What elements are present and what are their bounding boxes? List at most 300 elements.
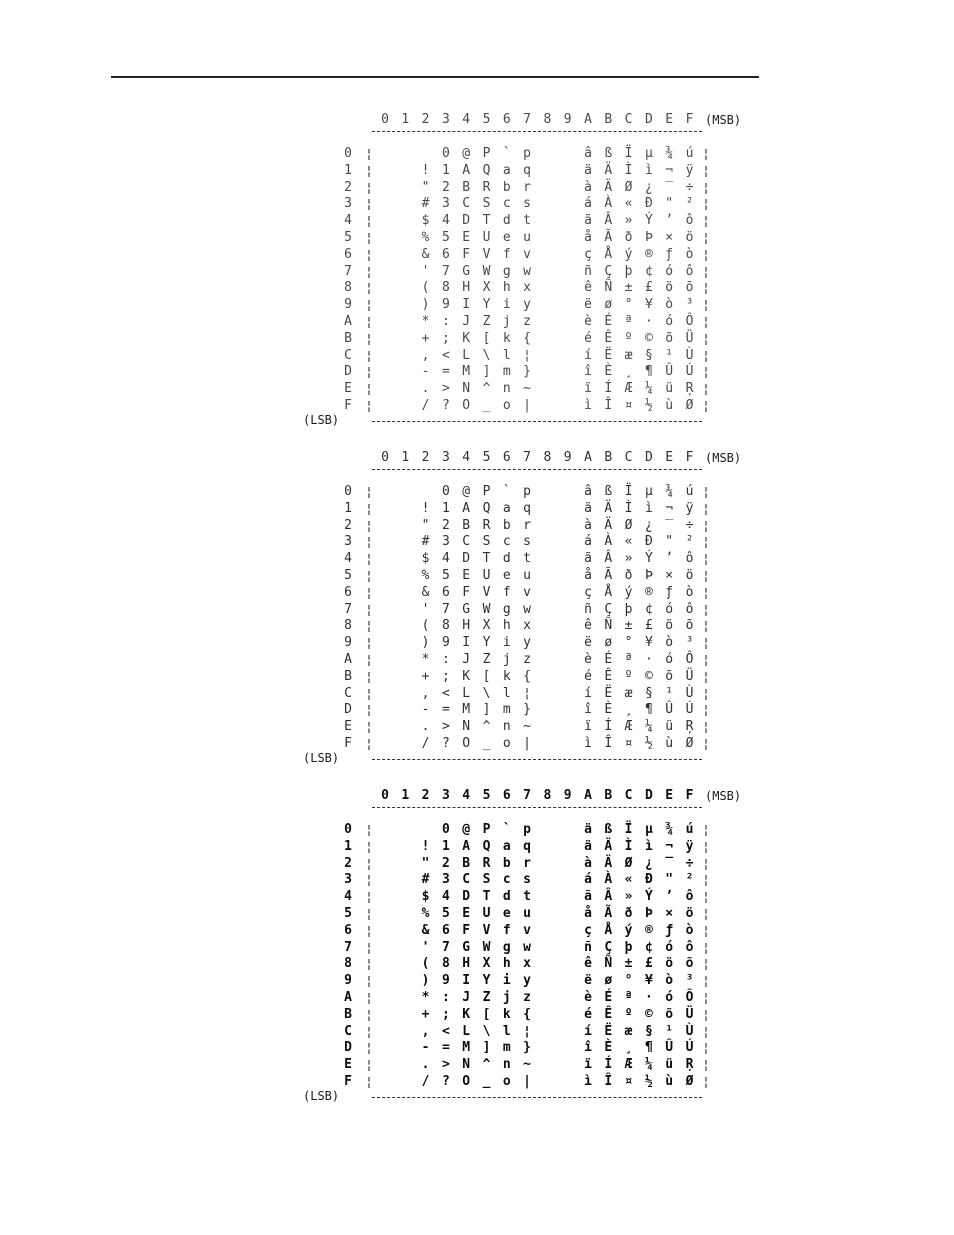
char-cell: é bbox=[584, 330, 592, 346]
row-bar-right: ¦ bbox=[702, 298, 710, 313]
char-cell: 1 bbox=[441, 162, 450, 178]
char-cell: º bbox=[624, 1006, 633, 1022]
lsb-row-label: 7 bbox=[344, 939, 352, 955]
msb-header-digit: 7 bbox=[523, 112, 531, 127]
char-cell: ' bbox=[421, 263, 430, 279]
char-cell: Ï bbox=[624, 484, 633, 499]
lsb-row-label: 1 bbox=[344, 500, 352, 516]
char-cell: Z bbox=[482, 990, 491, 1005]
msb-header-digit: 8 bbox=[543, 788, 552, 803]
char-cell: ~ bbox=[523, 1057, 531, 1073]
row-bar-left: ¦ bbox=[365, 686, 373, 701]
char-cell: o bbox=[502, 398, 511, 413]
char-cell: ì bbox=[644, 500, 653, 516]
char-cell: Ý bbox=[644, 213, 653, 229]
char-cell: ë bbox=[584, 297, 592, 313]
char-cell: Ý bbox=[644, 889, 653, 905]
char-cell: f bbox=[502, 584, 511, 600]
char-cell: ) bbox=[421, 297, 430, 313]
row-bar-right: ¦ bbox=[702, 247, 710, 262]
char-cell: S bbox=[482, 534, 491, 550]
char-cell: U bbox=[482, 906, 491, 921]
char-cell: Â bbox=[604, 889, 613, 905]
char-cell: ` bbox=[502, 146, 511, 161]
row-bar-right: ¦ bbox=[702, 264, 710, 279]
row-bar-right: ¦ bbox=[702, 703, 710, 718]
char-cell: Ä bbox=[604, 517, 613, 533]
char-cell: Ô bbox=[685, 990, 694, 1005]
char-cell: · bbox=[644, 314, 653, 329]
msb-header-digit: A bbox=[584, 112, 592, 127]
char-cell: T bbox=[482, 551, 491, 567]
char-cell: M bbox=[462, 1040, 471, 1056]
char-cell: / bbox=[421, 1074, 430, 1089]
row-bar-left: ¦ bbox=[365, 856, 373, 871]
char-cell: ª bbox=[624, 990, 633, 1005]
char-cell: Û bbox=[665, 1040, 674, 1056]
char-cell: F bbox=[462, 246, 471, 262]
char-cell: E bbox=[462, 906, 471, 921]
char-cell: ? bbox=[441, 398, 450, 413]
char-cell: ª bbox=[624, 652, 633, 667]
char-cell: Ì bbox=[624, 162, 633, 178]
char-cell: ð bbox=[624, 230, 633, 245]
char-cell: V bbox=[482, 584, 491, 600]
char-cell: Ô bbox=[685, 314, 694, 329]
row-bar-left: ¦ bbox=[365, 535, 373, 550]
char-cell: § bbox=[644, 1023, 653, 1039]
char-cell: t bbox=[523, 213, 531, 229]
char-cell: H bbox=[462, 956, 471, 972]
char-cell: > bbox=[441, 1057, 450, 1073]
char-cell: { bbox=[523, 668, 531, 684]
msb-header-digit: 0 bbox=[381, 450, 389, 465]
char-cell: r bbox=[523, 855, 531, 871]
char-cell: P bbox=[482, 146, 491, 161]
char-cell: Y bbox=[482, 297, 491, 313]
char-cell: £ bbox=[644, 280, 653, 296]
char-cell: u bbox=[523, 906, 531, 921]
msb-header-digit: D bbox=[644, 450, 653, 465]
char-cell: ³ bbox=[685, 297, 694, 313]
row-bar-right: ¦ bbox=[702, 485, 710, 499]
lsb-row-label: E bbox=[344, 719, 352, 735]
char-cell: ½ bbox=[644, 736, 653, 751]
char-cell: × bbox=[665, 568, 674, 583]
char-cell: ¥ bbox=[644, 635, 653, 651]
lsb-row-label: 8 bbox=[344, 956, 352, 972]
char-cell: ʼ bbox=[665, 889, 674, 905]
msb-header-digit: A bbox=[584, 788, 592, 803]
char-cell: î bbox=[584, 364, 592, 380]
char-cell: t bbox=[523, 889, 531, 905]
char-cell: w bbox=[523, 263, 531, 279]
char-cell: v bbox=[523, 584, 531, 600]
lsb-row-label: 9 bbox=[344, 297, 352, 313]
char-cell: ' bbox=[421, 939, 430, 955]
char-cell: ó bbox=[665, 939, 674, 955]
lsb-row-label: 5 bbox=[344, 568, 352, 583]
row-bar-left: ¦ bbox=[365, 974, 373, 989]
char-cell: á bbox=[584, 534, 592, 550]
char-cell: x bbox=[523, 618, 531, 634]
row-bar-left: ¦ bbox=[365, 214, 373, 229]
char-cell: ] bbox=[482, 1040, 491, 1056]
char-cell: | bbox=[523, 398, 531, 413]
lsb-row-label: A bbox=[344, 990, 352, 1005]
char-cell: e bbox=[502, 906, 511, 921]
char-cell: Ô bbox=[685, 652, 694, 667]
lsb-row-label: 6 bbox=[344, 922, 352, 938]
char-cell: h bbox=[502, 618, 511, 634]
char-cell: Ý bbox=[644, 551, 653, 567]
lsb-label: (LSB) bbox=[303, 1089, 340, 1103]
row-bar-left: ¦ bbox=[365, 1075, 373, 1089]
char-cell: é bbox=[584, 1006, 592, 1022]
char-cell: è bbox=[584, 990, 592, 1005]
char-cell: D bbox=[462, 889, 471, 905]
lsb-row-label: 4 bbox=[344, 213, 352, 229]
char-cell: G bbox=[462, 263, 471, 279]
char-cell: p bbox=[523, 484, 531, 499]
char-cell: . bbox=[421, 719, 430, 735]
char-cell: õ bbox=[685, 956, 694, 972]
char-cell: á bbox=[584, 872, 592, 888]
char-cell: ð bbox=[624, 906, 633, 921]
char-cell: º bbox=[624, 668, 633, 684]
char-cell: þ bbox=[624, 263, 633, 279]
lsb-row-label: B bbox=[344, 330, 352, 346]
char-cell: ê bbox=[584, 280, 592, 296]
lsb-row-label: 8 bbox=[344, 618, 352, 634]
lsb-row-label: 3 bbox=[344, 534, 352, 550]
char-cell: K bbox=[462, 330, 471, 346]
char-cell: ± bbox=[624, 618, 633, 634]
char-cell: S bbox=[482, 872, 491, 888]
char-cell: f bbox=[502, 922, 511, 938]
char-cell: ê bbox=[584, 618, 592, 634]
char-cell: ; bbox=[441, 330, 450, 346]
char-cell: ¦ bbox=[523, 685, 531, 701]
char-cell: G bbox=[462, 601, 471, 617]
char-cell: ì bbox=[584, 1074, 592, 1089]
char-cell: ã bbox=[584, 213, 592, 229]
row-bar-left: ¦ bbox=[365, 991, 373, 1005]
char-cell: C bbox=[462, 196, 471, 212]
character-code-table-2 bbox=[0, 448, 954, 778]
char-cell: ¢ bbox=[644, 939, 653, 955]
char-cell: Ù bbox=[685, 685, 694, 701]
char-cell: - bbox=[421, 1040, 430, 1056]
char-cell: ¹ bbox=[665, 1023, 674, 1039]
char-cell: N bbox=[462, 1057, 471, 1073]
char-cell: z bbox=[523, 652, 531, 667]
char-cell: I bbox=[462, 297, 471, 313]
char-cell: K bbox=[462, 1006, 471, 1022]
msb-header-digit: 0 bbox=[381, 788, 389, 803]
msb-header-digit: 9 bbox=[563, 112, 572, 127]
char-cell: v bbox=[523, 922, 531, 938]
lsb-row-label: 4 bbox=[344, 551, 352, 567]
char-cell: G bbox=[462, 939, 471, 955]
char-cell: ¤ bbox=[624, 398, 633, 413]
char-cell: ï bbox=[584, 719, 592, 735]
char-cell: ÷ bbox=[685, 179, 694, 195]
char-cell: E bbox=[462, 568, 471, 583]
char-cell: Ã bbox=[604, 568, 613, 583]
row-bar-right: ¦ bbox=[702, 518, 710, 533]
lsb-row-label: 2 bbox=[344, 179, 352, 195]
char-cell: ï bbox=[584, 381, 592, 397]
char-cell: ø bbox=[604, 635, 613, 651]
char-cell: ô bbox=[685, 889, 694, 905]
char-cell: ? bbox=[441, 736, 450, 751]
char-cell: ä bbox=[584, 500, 592, 516]
char-cell: m bbox=[502, 1040, 511, 1056]
char-cell: Z bbox=[482, 314, 491, 329]
row-bar-left: ¦ bbox=[365, 1058, 373, 1073]
char-cell: ¶ bbox=[644, 1040, 653, 1056]
char-cell: i bbox=[502, 973, 511, 989]
char-cell: ù bbox=[665, 398, 674, 413]
char-cell: ö bbox=[665, 618, 674, 634]
row-bar-left: ¦ bbox=[365, 839, 373, 854]
char-cell: ) bbox=[421, 635, 430, 651]
row-bar-left: ¦ bbox=[365, 298, 373, 313]
char-cell: Ë bbox=[604, 685, 613, 701]
char-cell: 5 bbox=[441, 230, 450, 245]
char-cell: é bbox=[584, 668, 592, 684]
char-cell: g bbox=[502, 263, 511, 279]
msb-header-digit: C bbox=[624, 788, 633, 803]
row-bar-left: ¦ bbox=[365, 264, 373, 279]
char-cell: ý bbox=[624, 584, 633, 600]
char-cell: ° bbox=[624, 297, 633, 313]
lsb-row-label: D bbox=[344, 364, 352, 380]
char-cell: ò bbox=[665, 297, 674, 313]
row-bar-right: ¦ bbox=[702, 619, 710, 634]
char-cell: Å bbox=[604, 922, 613, 938]
char-cell: ð bbox=[624, 568, 633, 583]
char-cell: o bbox=[502, 1074, 511, 1089]
char-cell: Ø bbox=[685, 398, 694, 413]
lsb-label: (LSB) bbox=[303, 413, 340, 427]
char-cell: ¬ bbox=[665, 162, 674, 178]
row-bar-right: ¦ bbox=[702, 602, 710, 617]
char-cell: d bbox=[502, 213, 511, 229]
row-bar-left: ¦ bbox=[365, 382, 373, 397]
char-cell: 2 bbox=[441, 517, 450, 533]
char-cell: g bbox=[502, 939, 511, 955]
char-cell: ¿ bbox=[644, 855, 653, 871]
char-cell: Ì bbox=[624, 838, 633, 854]
row-bar-right: ¦ bbox=[702, 197, 710, 212]
char-cell: n bbox=[502, 719, 511, 735]
lsb-label: (LSB) bbox=[303, 751, 340, 765]
char-cell: à bbox=[584, 855, 592, 871]
char-cell: [ bbox=[482, 668, 491, 684]
char-cell: ä bbox=[584, 822, 592, 837]
char-cell: Đ bbox=[644, 872, 653, 888]
char-cell: 5 bbox=[441, 906, 450, 921]
char-cell: õ bbox=[685, 618, 694, 634]
char-cell: © bbox=[644, 330, 653, 346]
char-cell: j bbox=[502, 990, 511, 1005]
char-cell: æ bbox=[624, 1023, 633, 1039]
char-cell: | bbox=[523, 736, 531, 751]
char-cell: ò bbox=[685, 922, 694, 938]
char-cell: 7 bbox=[441, 939, 450, 955]
char-cell: ñ bbox=[584, 939, 592, 955]
msb-header-digit: 6 bbox=[502, 450, 511, 465]
char-cell: ì bbox=[584, 398, 592, 413]
char-cell: s bbox=[523, 872, 531, 888]
char-cell: " bbox=[421, 855, 430, 871]
char-cell: ʼ bbox=[665, 551, 674, 567]
char-cell: ª bbox=[624, 314, 633, 329]
row-bar-right: ¦ bbox=[702, 535, 710, 550]
char-cell: ò bbox=[685, 584, 694, 600]
row-bar-left: ¦ bbox=[365, 197, 373, 212]
header-dashed-rule bbox=[372, 469, 702, 470]
char-cell: É bbox=[604, 314, 613, 329]
char-cell: ô bbox=[685, 601, 694, 617]
char-cell: Ñ bbox=[604, 956, 613, 972]
char-cell: ö bbox=[685, 906, 694, 921]
char-cell: ö bbox=[665, 280, 674, 296]
char-cell: í bbox=[584, 1023, 592, 1039]
char-cell: § bbox=[644, 685, 653, 701]
char-cell: ° bbox=[624, 973, 633, 989]
lsb-row-label: C bbox=[344, 685, 352, 701]
lsb-row-label: 2 bbox=[344, 855, 352, 871]
char-cell: § bbox=[644, 347, 653, 363]
char-cell: Ï bbox=[624, 822, 633, 837]
lsb-row-label: 1 bbox=[344, 162, 352, 178]
msb-header-digit: A bbox=[584, 450, 592, 465]
char-cell: l bbox=[502, 1023, 511, 1039]
char-cell: ä bbox=[584, 162, 592, 178]
char-cell: Ù bbox=[685, 1023, 694, 1039]
char-cell: _ bbox=[482, 736, 491, 751]
char-cell: ¬ bbox=[665, 500, 674, 516]
char-cell: Í bbox=[604, 381, 613, 397]
char-cell: Ë bbox=[604, 347, 613, 363]
msb-header-digit: 0 bbox=[381, 112, 389, 127]
char-cell: N bbox=[462, 719, 471, 735]
char-cell: ÿ bbox=[685, 838, 694, 854]
row-bar-left: ¦ bbox=[365, 957, 373, 972]
char-cell: ¼ bbox=[644, 719, 653, 735]
row-bar-left: ¦ bbox=[365, 180, 373, 195]
lsb-row-label: 5 bbox=[344, 906, 352, 921]
row-bar-left: ¦ bbox=[365, 940, 373, 955]
char-cell: ó bbox=[665, 314, 674, 329]
char-cell: ñ bbox=[584, 601, 592, 617]
char-cell: Ø bbox=[685, 1074, 694, 1089]
char-cell: L bbox=[462, 347, 471, 363]
char-cell: ß bbox=[604, 484, 613, 499]
char-cell: x bbox=[523, 280, 531, 296]
char-cell: ½ bbox=[644, 1074, 653, 1089]
char-cell: / bbox=[421, 398, 430, 413]
char-cell: ( bbox=[421, 618, 430, 634]
char-cell: , bbox=[421, 685, 430, 701]
char-cell: Ø bbox=[624, 855, 633, 871]
char-cell: \ bbox=[482, 685, 491, 701]
char-cell: º bbox=[624, 330, 633, 346]
lsb-row-label: E bbox=[344, 381, 352, 397]
char-cell: ' bbox=[421, 601, 430, 617]
char-cell: 4 bbox=[441, 213, 450, 229]
char-cell: ¥ bbox=[644, 297, 653, 313]
char-cell: þ bbox=[624, 939, 633, 955]
char-cell: k bbox=[502, 330, 511, 346]
msb-header-digit: 3 bbox=[441, 788, 450, 803]
lsb-row-label: B bbox=[344, 668, 352, 684]
char-cell: Í bbox=[604, 1057, 613, 1073]
row-bar-left: ¦ bbox=[365, 703, 373, 718]
char-cell: ² bbox=[685, 872, 694, 888]
char-cell: ` bbox=[502, 822, 511, 837]
row-bar-right: ¦ bbox=[702, 823, 710, 837]
char-cell: ê bbox=[584, 956, 592, 972]
char-cell: « bbox=[624, 534, 633, 550]
char-cell: ¹ bbox=[665, 685, 674, 701]
char-cell: × bbox=[665, 906, 674, 921]
char-cell: u bbox=[523, 568, 531, 583]
char-cell: : bbox=[441, 652, 450, 667]
char-cell: ! bbox=[421, 500, 430, 516]
char-cell: õ bbox=[665, 668, 674, 684]
char-cell: D bbox=[462, 551, 471, 567]
char-cell: Đ bbox=[644, 196, 653, 212]
lsb-row-label: 0 bbox=[344, 146, 352, 161]
char-cell: o bbox=[502, 736, 511, 751]
char-cell: n bbox=[502, 1057, 511, 1073]
row-bar-left: ¦ bbox=[365, 653, 373, 667]
char-cell: É bbox=[604, 990, 613, 1005]
char-cell: ò bbox=[665, 635, 674, 651]
char-cell: k bbox=[502, 668, 511, 684]
char-cell: 9 bbox=[441, 973, 450, 989]
char-cell: Þ bbox=[644, 568, 653, 583]
msb-header-digit: F bbox=[685, 112, 694, 127]
char-cell: è bbox=[584, 314, 592, 329]
char-cell: ° bbox=[624, 635, 633, 651]
char-cell: õ bbox=[665, 1006, 674, 1022]
char-cell: X bbox=[482, 618, 491, 634]
char-cell: 4 bbox=[441, 889, 450, 905]
msb-header-digit: 1 bbox=[401, 112, 410, 127]
char-cell: Ñ bbox=[604, 280, 613, 296]
footer-dashed-rule bbox=[372, 1097, 702, 1098]
char-cell: * bbox=[421, 652, 430, 667]
char-cell: l bbox=[502, 685, 511, 701]
char-cell: å bbox=[584, 230, 592, 245]
msb-header-digit: 6 bbox=[502, 112, 511, 127]
char-cell: ] bbox=[482, 702, 491, 718]
char-cell: b bbox=[502, 179, 511, 195]
char-cell: È bbox=[604, 702, 613, 718]
char-cell: = bbox=[441, 702, 450, 718]
row-bar-right: ¦ bbox=[702, 231, 710, 245]
char-cell: Û bbox=[665, 702, 674, 718]
char-cell: w bbox=[523, 939, 531, 955]
msb-header-digit: 9 bbox=[563, 450, 572, 465]
char-cell: ù bbox=[665, 736, 674, 751]
char-cell: È bbox=[604, 364, 613, 380]
